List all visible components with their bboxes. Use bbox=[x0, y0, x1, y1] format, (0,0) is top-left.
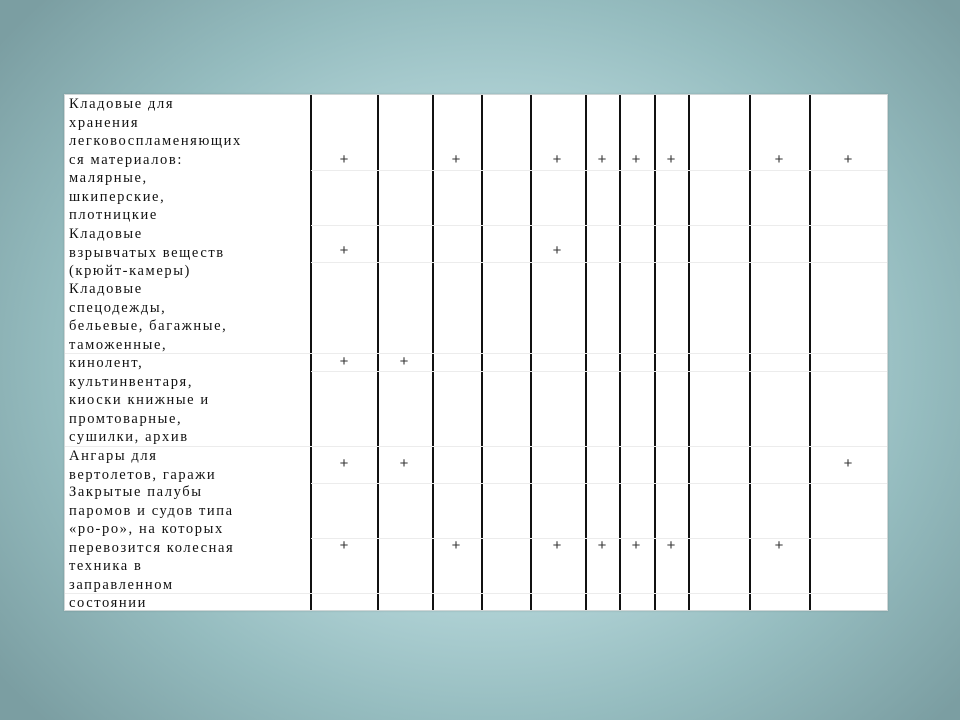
label-line: взрывчатых веществ bbox=[69, 244, 225, 261]
plus-mark: + bbox=[552, 242, 562, 259]
plus-mark: + bbox=[339, 455, 349, 472]
label-line: кинолент, bbox=[69, 355, 144, 371]
label-line: ся материалов: bbox=[69, 151, 183, 168]
plus-mark: + bbox=[399, 455, 409, 472]
row-divider bbox=[311, 225, 887, 226]
label-line: состоянии bbox=[69, 595, 147, 611]
plus-mark: + bbox=[451, 537, 461, 554]
row-divider bbox=[311, 170, 887, 171]
plus-mark: + bbox=[774, 537, 784, 554]
label-line: шкиперские, bbox=[69, 188, 166, 205]
plus-mark: + bbox=[399, 353, 409, 370]
plus-mark: + bbox=[666, 151, 676, 168]
plus-mark: + bbox=[631, 537, 641, 554]
label-line: Кладовые для bbox=[69, 96, 175, 112]
label-line: таможенные, bbox=[69, 336, 168, 353]
label-line: Закрытые палубы bbox=[69, 484, 203, 500]
plus-mark: + bbox=[597, 537, 607, 554]
row-label-explosives-storage bbox=[69, 225, 309, 281]
row-label-hangars bbox=[69, 447, 309, 484]
row-divider bbox=[311, 483, 887, 484]
label-line: киоски книжные и bbox=[69, 392, 210, 408]
label-line: малярные, bbox=[69, 170, 148, 186]
plus-mark: + bbox=[339, 353, 349, 370]
plus-mark: + bbox=[774, 151, 784, 168]
plus-mark: + bbox=[451, 151, 461, 168]
label-line: культинвентаря, bbox=[69, 373, 194, 390]
label-line: сушилки, архив bbox=[69, 429, 189, 445]
row-label-workwear-storage bbox=[69, 280, 309, 447]
label-line: (крюйт-камеры) bbox=[69, 263, 191, 279]
label-line: хранения bbox=[69, 114, 140, 131]
plus-mark: + bbox=[597, 151, 607, 168]
label-line: плотницкие bbox=[69, 207, 158, 223]
label-line: легковоспламеняющих bbox=[69, 133, 242, 149]
label-line: «ро-ро», на которых bbox=[69, 521, 224, 537]
plus-mark: + bbox=[339, 537, 349, 554]
plus-mark: + bbox=[843, 455, 853, 472]
label-line: вертолетов, гаражи bbox=[69, 466, 217, 483]
label-line: промтоварные, bbox=[69, 410, 183, 427]
label-line: техника в bbox=[69, 558, 143, 574]
label-line: спецодежды, bbox=[69, 299, 167, 316]
row-label-ro-ro-decks bbox=[69, 483, 309, 613]
plus-mark: + bbox=[552, 537, 562, 554]
plus-mark: + bbox=[666, 537, 676, 554]
label-line: паромов и судов типа bbox=[69, 502, 234, 519]
plus-mark: + bbox=[552, 151, 562, 168]
plus-mark: + bbox=[843, 151, 853, 168]
row-divider bbox=[311, 262, 887, 263]
plus-mark: + bbox=[631, 151, 641, 168]
label-line: Кладовые bbox=[69, 226, 143, 242]
row-label-storage-flammables bbox=[69, 95, 309, 225]
label-line: перевозится колесная bbox=[69, 539, 235, 556]
fire-protection-table bbox=[64, 94, 888, 611]
row-divider bbox=[311, 371, 887, 372]
label-line: бельевые, багажные, bbox=[69, 318, 228, 334]
plus-mark: + bbox=[339, 242, 349, 259]
label-line: Кладовые bbox=[69, 281, 143, 297]
label-line: Ангары для bbox=[69, 448, 158, 464]
label-line: заправленном bbox=[69, 576, 174, 593]
plus-mark: + bbox=[339, 151, 349, 168]
